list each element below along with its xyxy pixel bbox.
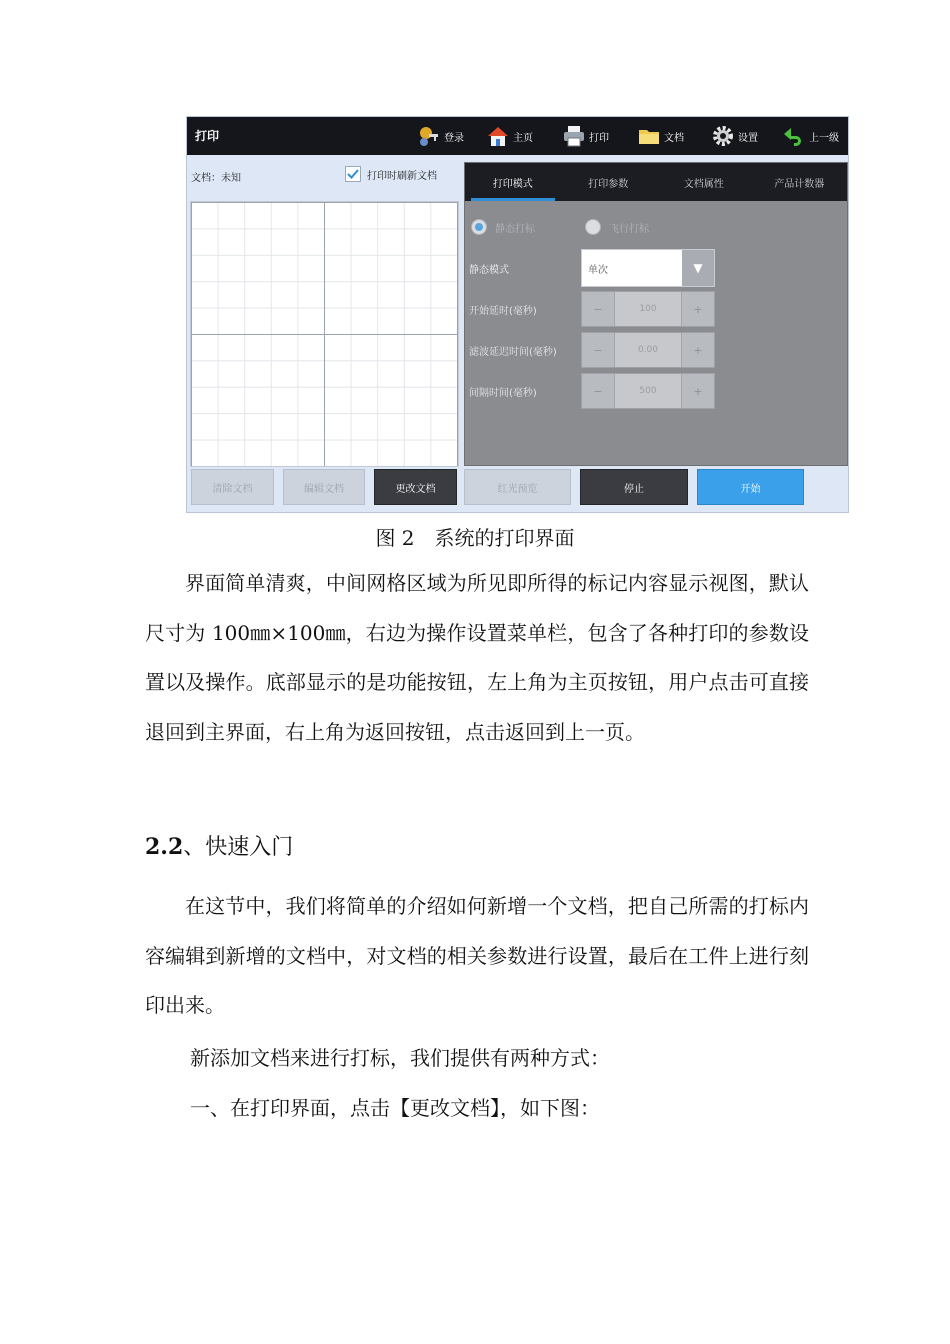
filter-delay-label: 滤波延迟时间(毫秒) [469,347,557,358]
back-button[interactable] [782,122,839,150]
tab-document-properties[interactable]: 文档属性 [683,178,724,190]
static-mode-label: 静态模式 [469,265,509,276]
tab-product-counter[interactable]: 产品计数器 [774,178,825,190]
method-one-line: 一、在打印界面，点击【更改文档】，如下图： [190,1096,600,1120]
interval-label: 间隔时间(毫秒) [469,388,537,399]
change-document-button[interactable]: 更改文档 [374,469,457,505]
section-heading [145,830,293,861]
method-intro-line: 新添加文档来进行打标，我们提供有两种方式： [190,1046,610,1070]
settings-label: 设置 [738,132,758,144]
print-interface-screenshot [186,116,849,513]
refresh-label: 打印时刷新文档 [367,170,437,182]
increment-button[interactable]: + [682,333,714,367]
document-info: 文档：未知 [191,173,241,184]
flying-mark-radio[interactable] [585,219,649,235]
interval-stepper[interactable] [581,373,715,409]
decrement-button[interactable]: − [582,374,614,408]
back-label: 上一级 [809,132,839,144]
login-button[interactable] [417,122,464,150]
start-delay-stepper[interactable] [581,291,715,327]
start-delay-label: 开始延时(毫秒) [469,306,537,317]
title-bar [187,117,848,155]
intro-paragraph: 在这节中，我们将简单的介绍如何新增一个文档，把自己所需的打标内容编辑到新增的文档中，对文档的相关参数进行设置，最后在工件上进行刻印出来。 [145,894,809,1017]
increment-button[interactable]: + [682,292,714,326]
checkmark-icon [347,168,359,180]
static-mode-value: 单次 [588,265,608,276]
app-title: 打印 [195,129,220,143]
decrement-button[interactable]: − [582,292,614,326]
settings-panel [464,162,848,466]
tab-print-params[interactable]: 打印参数 [588,178,629,190]
dropdown-arrow-icon: ▼ [682,250,714,286]
red-light-preview-button[interactable]: 红光预览 [464,469,571,505]
back-arrow-icon [782,124,806,148]
decrement-button[interactable]: − [582,333,614,367]
print-nav-button[interactable] [562,122,609,150]
home-label: 主页 [513,132,533,144]
gear-icon [711,124,735,148]
login-icon [417,124,441,148]
edit-document-button[interactable]: 编辑文档 [283,469,365,505]
printer-icon [562,124,586,148]
home-icon [486,124,510,148]
clear-document-button[interactable]: 清除文档 [191,469,274,505]
static-mark-radio[interactable] [471,219,535,235]
refresh-on-print-checkbox[interactable] [345,166,437,182]
section-number: 2.2 [145,834,184,860]
stop-button[interactable]: 停止 [580,469,688,505]
filter-delay-value[interactable]: 0.00 [614,333,682,367]
start-button[interactable]: 开始 [697,469,804,505]
folder-icon [637,124,661,148]
static-mark-label: 静态打标 [495,223,535,235]
mark-preview-grid[interactable] [190,201,459,467]
figure-caption: 图 2 系统的打印界面 [375,526,575,550]
filter-delay-stepper[interactable] [581,332,715,368]
radio-indicator [585,219,601,235]
start-delay-value[interactable]: 100 [614,292,682,326]
document-nav-button[interactable] [637,122,684,150]
interval-value[interactable]: 500 [614,374,682,408]
settings-tabs [465,163,847,201]
static-mode-select[interactable] [581,249,715,287]
flying-mark-label: 飞行打标 [609,223,649,235]
checkbox-box [345,166,361,182]
description-paragraph: 界面简单清爽，中间网格区域为所见即所得的标记内容显示视图，默认尺寸为 100㎜×100㎜，右边为操作设置菜单栏，包含了各种打印的参数设置以及操作。底部显示的是功能按钮，左上角为主页按钮，用户点击可直接退回到主界面，右上角为返回按钮，点击返回到上一页。 [145,571,809,744]
document-nav-label: 文档 [664,132,684,144]
section-title: 、快速入门 [183,835,294,860]
home-button[interactable] [486,122,533,150]
login-label: 登录 [444,132,464,144]
tab-print-mode[interactable]: 打印模式 [465,163,561,201]
settings-button[interactable] [711,122,758,150]
radio-indicator [471,219,487,235]
increment-button[interactable]: + [682,374,714,408]
print-nav-label: 打印 [589,132,609,144]
